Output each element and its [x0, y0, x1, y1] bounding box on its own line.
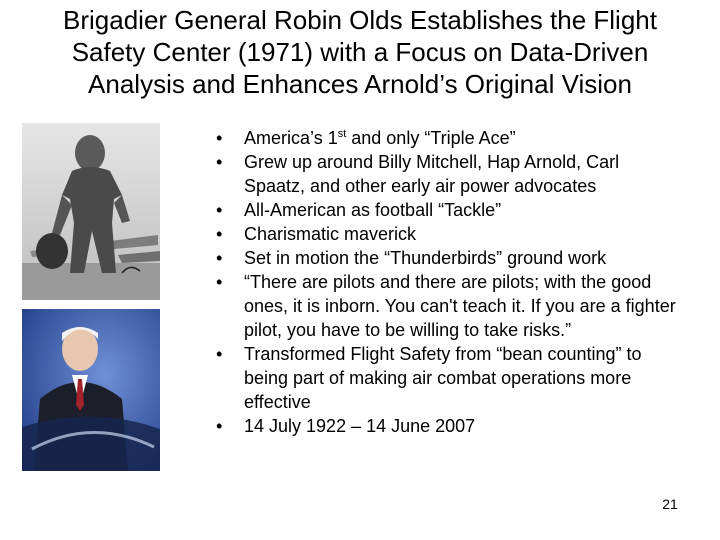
bullet-marker: • — [216, 248, 223, 268]
bullet-text: Grew up around Billy Mitchell, Hap Arnold, Carl Spaatz, and other early air power advocates — [244, 152, 620, 196]
bullet-item — [216, 246, 678, 270]
bullet-marker: • — [216, 128, 223, 148]
bullet-text: “There are pilots and there are pilots; with the good ones, it is inborn. You can't teach it. If you are a fighter pilot, you have to be willing to take risks.” — [244, 272, 676, 340]
title-line: Analysis and Enhances Arnold’s Original Vision — [88, 69, 632, 99]
bullet-item — [216, 126, 678, 150]
bullet-marker: • — [216, 224, 223, 244]
title-line: Safety Center (1971) with a Focus on Data-Driven — [71, 37, 649, 67]
bullet-text: Set in motion the “Thunderbirds” ground work — [244, 248, 607, 268]
bullet-text-part: America’s 1 — [244, 128, 338, 148]
slide-title — [0, 4, 720, 100]
bullet-item — [216, 198, 678, 222]
bullet-text — [244, 128, 516, 148]
bullet-item — [216, 342, 678, 414]
title-line: Brigadier General Robin Olds Establishes the Flight — [63, 5, 657, 35]
bullet-text: 14 July 1922 – 14 June 2007 — [244, 416, 476, 436]
pilot-photo — [22, 123, 160, 300]
bullet-marker: • — [216, 344, 223, 364]
bullet-marker: • — [216, 152, 223, 172]
bullet-text: Transformed Flight Safety from “bean counting” to being part of making air combat operations more effective — [244, 344, 642, 412]
ordinal-superscript: st — [337, 128, 347, 140]
speaker-photo — [22, 309, 160, 471]
page-number: 21 — [662, 496, 678, 512]
bullet-text-part: and only “Triple Ace” — [346, 128, 516, 148]
bullet-marker: • — [216, 416, 223, 436]
bullet-marker: • — [216, 272, 223, 292]
bullet-item — [216, 150, 678, 198]
bullet-text: All-American as football “Tackle” — [244, 200, 502, 220]
bullet-list — [216, 126, 678, 438]
bullet-text: Charismatic maverick — [244, 224, 417, 244]
bullet-item — [216, 222, 678, 246]
bullet-item — [216, 270, 678, 342]
bullet-marker: • — [216, 200, 223, 220]
bullet-item — [216, 414, 678, 438]
